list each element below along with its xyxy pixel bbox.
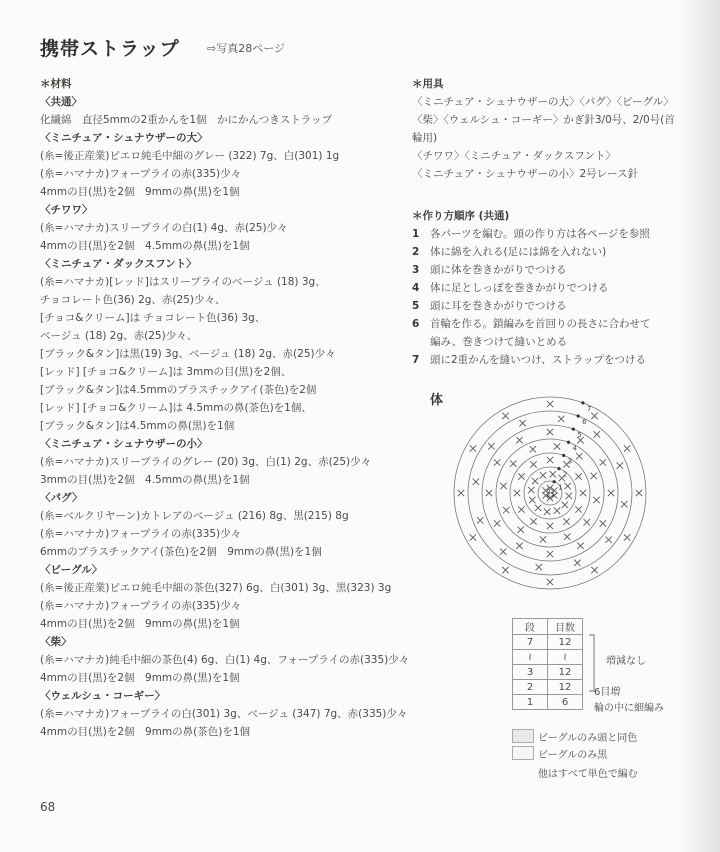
round-start-dot <box>567 441 570 444</box>
round-start-dot <box>553 480 556 483</box>
step-number: 7 <box>412 354 420 366</box>
stitch-mark <box>576 453 582 459</box>
material-line: [ブラック&タン]は黒(19) 3g、ベージュ (18) 2g、赤(25)少々 <box>40 348 336 360</box>
stitch-mark <box>624 445 630 451</box>
material-line: (糸=ハマナカ)フォープライの白(301) 3g、ベージュ (347) 7g、赤(335)少々 <box>40 708 408 720</box>
stitch-mark <box>564 483 570 489</box>
stitch-mark <box>530 461 536 467</box>
tools-heading: ＊用具 <box>412 78 444 90</box>
step-item <box>412 243 651 261</box>
stitch-mark <box>503 507 509 513</box>
material-line: 3mmの目(黒)を2個 4.5mmの鼻(黒)を1個 <box>40 474 250 486</box>
stitch-mark <box>529 497 535 503</box>
table-header-round: 段 <box>513 619 548 635</box>
material-line: [ブラック&タン]は4.5mmのプラスチックアイ(茶色)を2個 <box>40 384 317 396</box>
material-line: [ブラック&タン]は4.5mmの鼻(黒)を1個 <box>40 420 235 432</box>
step-text: 頭に耳を巻きかがりでつける <box>430 300 567 312</box>
material-line: (糸=ハマナカ)フォープライの赤(335)少々 <box>40 528 242 540</box>
material-line: (糸=後正産業)ピエロ純毛中細のグレー (322) 7g、白(301) 1g <box>40 150 340 162</box>
step-text: 体に足としっぽを巻きかがりでつける <box>430 282 609 294</box>
stitch-mark <box>624 534 630 540</box>
stitch-mark <box>558 416 564 422</box>
stitch-mark <box>547 551 553 557</box>
material-section-heading: 〈ミニチュア・シュナウザーの小〉 <box>40 438 208 450</box>
step-item <box>412 315 651 333</box>
steps-list <box>412 225 651 369</box>
table-cell: 2 <box>513 680 548 695</box>
steps-heading: ＊作り方順序 (共通) <box>412 210 510 222</box>
round-number: 5 <box>577 431 582 440</box>
stitch-mark <box>566 493 572 499</box>
material-line: 化繊綿 直径5mmの2重かんを1個 かにかんつきストラップ <box>40 114 333 126</box>
stitch-mark <box>564 534 570 540</box>
stitch-mark <box>563 518 569 524</box>
stitch-mark <box>519 420 525 426</box>
material-section-heading: 〈パグ〉 <box>40 492 83 504</box>
material-section-heading: 〈チワワ〉 <box>40 204 93 216</box>
steps-section <box>412 207 651 369</box>
tools-line: 輪用) <box>412 132 438 144</box>
stitch-count-table <box>512 618 583 710</box>
table-row <box>513 665 583 680</box>
stitch-mark <box>554 443 560 449</box>
note-increase: 6目増 <box>594 687 621 698</box>
step-item <box>412 225 651 243</box>
table-cell: 3 <box>513 665 548 680</box>
stitch-mark <box>617 462 623 468</box>
note-no-change: 増減なし <box>606 656 646 667</box>
legend-black: ビーグルのみ黒 <box>538 750 608 761</box>
stitch-mark <box>574 560 580 566</box>
round-number: 7 <box>586 404 592 413</box>
diagram-label: 体 <box>430 393 444 408</box>
material-line: 4mmの目(黒)を2個 9mmの鼻(黒)を1個 <box>40 186 240 198</box>
step-number <box>412 333 430 351</box>
material-line: 6mmのプラスチックアイ(茶色)を2個 9mmの鼻(黒)を1個 <box>40 546 322 558</box>
stitch-mark <box>591 413 597 419</box>
stitch-mark <box>458 490 464 496</box>
stitch-mark <box>594 431 600 437</box>
stitch-mark <box>547 579 553 585</box>
stitch-mark <box>516 543 522 549</box>
stitch-mark <box>535 505 541 511</box>
material-line: (糸=ハマナカ)スリープライのグレー (20) 3g、白(1) 2g、赤(25)少々 <box>40 456 372 468</box>
tools-line: 〈柴〉〈ウェルシュ・コーギー〉かぎ針3/0号、2/0号(首 <box>412 114 675 126</box>
round-start-dot <box>562 454 565 457</box>
step-item <box>412 297 651 315</box>
step-number: 1 <box>412 228 420 240</box>
stitch-mark <box>488 443 494 449</box>
material-section-heading: 〈共通〉 <box>40 96 82 108</box>
material-line: チョコレート色(36) 2g、赤(25)少々、 <box>40 294 226 306</box>
stitch-mark <box>473 479 479 485</box>
stitch-mark <box>470 445 476 451</box>
legend-single-color: 他はすべて単色で編む <box>538 769 638 780</box>
stitch-mark <box>516 437 522 443</box>
stitch-mark <box>536 564 542 570</box>
stitch-mark <box>514 490 520 496</box>
round-start-dot <box>557 467 560 470</box>
stitch-mark <box>591 473 597 479</box>
stitch-mark <box>517 527 523 533</box>
table-cell: 1 <box>513 695 548 710</box>
stitch-mark <box>486 490 492 496</box>
stitch-mark <box>547 429 553 435</box>
material-section-heading: 〈ビーグル〉 <box>40 564 103 576</box>
stitch-mark <box>577 543 583 549</box>
page-title: 携帯ストラップ <box>40 38 180 60</box>
stitch-mark <box>621 501 627 507</box>
step-text: 編み、巻きつけて縫いとめる <box>430 336 568 348</box>
stitch-mark <box>510 460 516 466</box>
material-section-heading: 〈ミニチュア・ダックスフント〉 <box>40 258 197 270</box>
legend-head-color: ビーグルのみ頭と同色 <box>538 733 638 744</box>
stitch-mark <box>547 457 553 463</box>
photo-reference: ⇨写真28ページ <box>207 42 285 55</box>
material-line: [レッド] [チョコ&クリーム]は 4.5mmの鼻(茶色)を1個、 <box>40 402 312 414</box>
stitch-mark <box>600 520 606 526</box>
round-start-dot <box>581 401 584 404</box>
material-line: (糸=ハマナカ)純毛中細の茶色(4) 6g、白(1) 4g、フォープライの赤(335)少々 <box>40 654 410 666</box>
table-cell: ≀ <box>513 650 548 665</box>
table-row <box>513 635 583 650</box>
step-number: 5 <box>412 300 420 312</box>
round-start-dot <box>572 428 575 431</box>
tools-column <box>412 75 702 183</box>
body-stitch-diagram <box>440 388 660 608</box>
stitch-mark <box>562 502 568 508</box>
stitch-mark <box>502 567 508 573</box>
tools-line: 〈チワワ〉〈ミニチュア・ダックスフント〉 <box>412 150 616 162</box>
stitch-mark <box>502 413 508 419</box>
table-cell: 7 <box>513 635 548 650</box>
stitch-mark <box>593 497 599 503</box>
material-line: (糸=後正産業)ピエロ純毛中細の茶色(327) 6g、白(301) 3g、黒(323) 3g <box>40 582 392 594</box>
material-line: (糸=ハマナカ)フォープライの赤(335)少々 <box>40 168 242 180</box>
stitch-mark <box>605 537 611 543</box>
step-item <box>412 333 651 351</box>
materials-heading: ＊材料 <box>40 78 72 90</box>
table-row <box>513 680 583 695</box>
step-number: 4 <box>412 282 420 294</box>
material-line: (糸=ベルクリヤーン)カトレアのベージュ (216) 8g、黒(215) 8g <box>40 510 349 522</box>
stitch-mark <box>528 487 534 493</box>
stitch-mark <box>518 506 524 512</box>
table-cell: 12 <box>548 680 583 695</box>
stitch-mark <box>575 473 581 479</box>
material-section-heading: 〈柴〉 <box>40 636 72 648</box>
stitch-mark <box>477 517 483 523</box>
stitch-mark <box>580 490 586 496</box>
table-cell: ≀ <box>548 650 583 665</box>
step-text: 頭に体を巻きかがりでつける <box>430 264 567 276</box>
stitch-mark <box>547 401 553 407</box>
stitch-mark <box>591 567 597 573</box>
stitch-mark <box>540 536 546 542</box>
stitch-mark <box>532 478 538 484</box>
page-number: 68 <box>40 800 56 814</box>
stitch-mark <box>554 507 560 513</box>
material-line: ベージュ (18) 2g、赤(25)少々、 <box>40 330 198 342</box>
stitch-mark <box>600 459 606 465</box>
round-number: 3 <box>567 457 573 466</box>
legend-swatch-black <box>512 746 534 760</box>
stitch-mark <box>494 459 500 465</box>
table-header-stitches: 目数 <box>548 619 583 635</box>
round-number: 2 <box>562 470 568 479</box>
step-text: 体に綿を入れる(足には綿を入れない) <box>430 246 607 258</box>
stitch-mark <box>518 473 524 479</box>
step-item <box>412 261 651 279</box>
materials-list <box>40 93 420 741</box>
step-number: 3 <box>412 264 420 276</box>
table-cell: 12 <box>548 635 583 650</box>
stitch-mark <box>494 520 500 526</box>
round-start-dot <box>577 414 580 417</box>
stitch-mark <box>608 490 614 496</box>
legend-swatch-head-color <box>512 729 534 743</box>
material-line: 4mmの目(黒)を2個 4.5mmの鼻(黒)を1個 <box>40 240 250 252</box>
material-line: 4mmの目(黒)を2個 9mmの鼻(茶色)を1個 <box>40 726 251 738</box>
stitch-mark <box>550 471 556 477</box>
stitch-mark <box>540 472 546 478</box>
step-text: 首輪を作る。鎖編みを首回りの長さに合わせて <box>430 318 651 330</box>
tools-line: 〈ミニチュア・シュナウザーの大〉〈パグ〉〈ビーグル〉 <box>412 96 674 108</box>
material-line: (糸=ハマナカ)スリープライの白(1) 4g、赤(25)少々 <box>40 222 288 234</box>
tools-line: 〈ミニチュア・シュナウザーの小〉2号レース針 <box>412 168 639 180</box>
material-section-heading: 〈ミニチュア・シュナウザーの大〉 <box>40 132 208 144</box>
round-number: 4 <box>572 444 577 453</box>
step-item <box>412 279 651 297</box>
material-line: (糸=ハマナカ)[レッド]はスリープライのベージュ (18) 3g、 <box>40 276 326 288</box>
round-number: 6 <box>582 417 587 426</box>
table-cell: 6 <box>548 695 583 710</box>
magic-ring-label: わ <box>546 490 556 500</box>
stitch-mark <box>500 548 506 554</box>
stitch-mark <box>500 483 506 489</box>
table-cell: 12 <box>548 665 583 680</box>
step-text: 頭に2重かんを縫いつけ、ストラップをつける <box>430 354 647 366</box>
note-magic-ring: 輪の中に細編み <box>594 703 664 714</box>
material-line: [レッド] [チョコ&クリーム]は 3mmの目(黒)を2個、 <box>40 366 292 378</box>
materials-column <box>40 75 420 741</box>
material-line: 4mmの目(黒)を2個 9mmの鼻(黒)を1個 <box>40 618 240 630</box>
stitch-mark <box>470 534 476 540</box>
table-row <box>513 695 583 710</box>
round-number: 1 <box>558 483 563 492</box>
step-text: 各パーツを編む。頭の作り方は各ページを参照 <box>430 228 650 240</box>
step-number: 6 <box>412 318 420 330</box>
stitch-mark <box>530 518 536 524</box>
step-number: 2 <box>412 246 420 258</box>
stitch-mark <box>544 509 550 515</box>
material-line: 4mmの目(黒)を2個 9mmの鼻(黒)を1個 <box>40 672 240 684</box>
material-section-heading: 〈ウェルシュ・コーギー〉 <box>40 690 166 702</box>
material-line: [チョコ&クリーム]は チョコレート色(36) 3g、 <box>40 312 266 324</box>
stitch-mark <box>547 523 553 529</box>
stitch-mark <box>584 519 590 525</box>
stitch-mark <box>636 490 642 496</box>
stitch-mark <box>530 446 536 452</box>
table-row <box>513 650 583 665</box>
material-line: (糸=ハマナカ)フォープライの赤(335)少々 <box>40 600 242 612</box>
step-item <box>412 351 651 369</box>
stitch-mark <box>575 506 581 512</box>
